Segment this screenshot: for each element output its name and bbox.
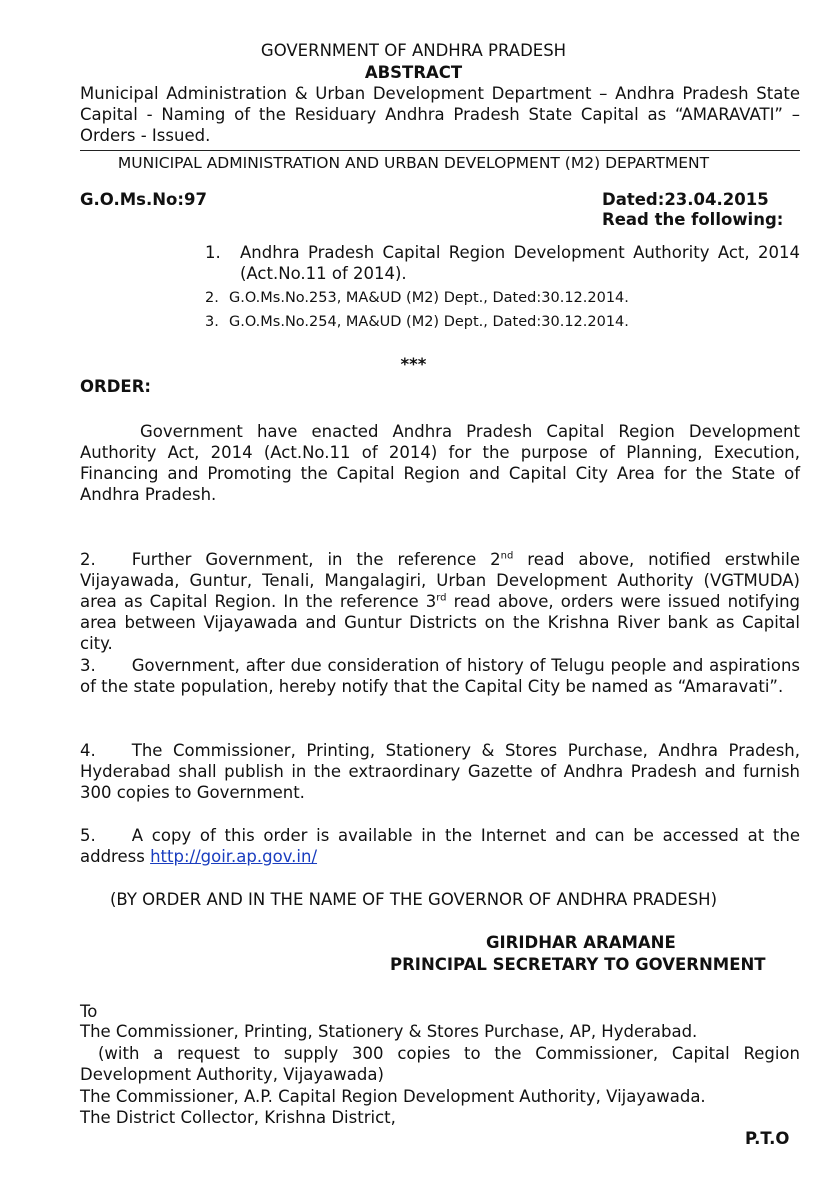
- governor-authority-line: (BY ORDER AND IN THE NAME OF THE GOVERNOR OF ANDHRA PRADESH): [109, 890, 718, 909]
- order-paragraph-3: 3. Government, after due consideration of history of Telugu people and aspirations of the state population, hereby notify that the Capital City be named as “Amaravati”.: [80, 656, 800, 696]
- signatory-title: PRINCIPAL SECRETARY TO GOVERNMENT: [390, 955, 766, 974]
- department-name: MUNICIPAL ADMINISTRATION AND URBAN DEVELOPMENT (M2) DEPARTMENT: [117, 154, 710, 172]
- paragraph-number: 3.: [80, 656, 96, 675]
- reference-number: 3.: [205, 314, 219, 330]
- subject-abstract: Municipal Administration & Urban Development Department – Andhra Pradesh State Capital - Naming of the Residuary Andhra Pradesh State Capital as “AMARAVATI” – Orders - Issued.: [80, 84, 800, 145]
- recipient-line: The Commissioner, A.P. Capital Region Development Authority, Vijayawada.: [80, 1087, 706, 1106]
- reference-text: G.O.Ms.No.254, MA&UD (M2) Dept., Dated:30.12.2014.: [229, 314, 629, 330]
- order-heading: ORDER:: [80, 377, 152, 396]
- please-turn-over: P.T.O: [745, 1129, 790, 1148]
- recipient-line: The Commissioner, Printing, Stationery & Stores Purchase, AP, Hyderabad.: [80, 1022, 698, 1041]
- reference-text: G.O.Ms.No.253, MA&UD (M2) Dept., Dated:30.12.2014.: [229, 290, 629, 306]
- go-date: Dated:23.04.2015: [602, 190, 769, 209]
- go-number: G.O.Ms.No:97: [80, 190, 207, 209]
- recipient-note: (with a request to supply 300 copies to the Commissioner, Capital Region Development Authority, Vijayawada): [80, 1044, 800, 1084]
- read-following: Read the following:: [602, 210, 784, 229]
- government-title: GOVERNMENT OF ANDHRA PRADESH: [260, 41, 567, 60]
- section-separator: ***: [400, 355, 427, 374]
- paragraph-number: 2.: [80, 550, 96, 569]
- header-rule: [80, 150, 800, 151]
- reference-text: Andhra Pradesh Capital Region Development Authority Act, 2014 (Act.No.11 of 2014).: [240, 243, 800, 283]
- order-paragraph-1: Government have enacted Andhra Pradesh Capital Region Development Authority Act, 2014 (Act.No.11 of 2014) for the purpose of Planning, Execution, Financing and Promoting the Capital Region and Capital City Area for the State of Andhra Pradesh.: [80, 422, 800, 504]
- reference-number: 2.: [205, 290, 219, 306]
- order-paragraph-5: 5. A copy of this order is available in the Internet and can be accessed at the address http://goir.ap.gov.in/: [80, 826, 800, 866]
- order-paragraph-2: 2. Further Government, in the reference 2nd read above, notified erstwhile Vijayawada, Guntur, Tenali, Mangalagiri, Urban Development Authority (VGTMUDA) area as Capital Region. In the reference 3rd read above, orders were issued notifying area between Vijayawada and Guntur Districts on the Krishna River bank as Capital city.: [80, 550, 800, 653]
- paragraph-number: 5.: [80, 826, 96, 845]
- abstract-heading: ABSTRACT: [364, 63, 463, 82]
- reference-number: 1.: [205, 243, 221, 262]
- goir-website-link[interactable]: http://goir.ap.gov.in/: [150, 847, 318, 866]
- order-paragraph-4: 4. The Commissioner, Printing, Stationery & Stores Purchase, Andhra Pradesh, Hyderabad shall publish in the extraordinary Gazette of Andhra Pradesh and furnish 300 copies to Government.: [80, 741, 800, 802]
- recipient-line: The District Collector, Krishna District,: [80, 1108, 396, 1127]
- signatory-name: GIRIDHAR ARAMANE: [486, 933, 676, 952]
- to-label: To: [80, 1002, 98, 1021]
- paragraph-number: 4.: [80, 741, 96, 760]
